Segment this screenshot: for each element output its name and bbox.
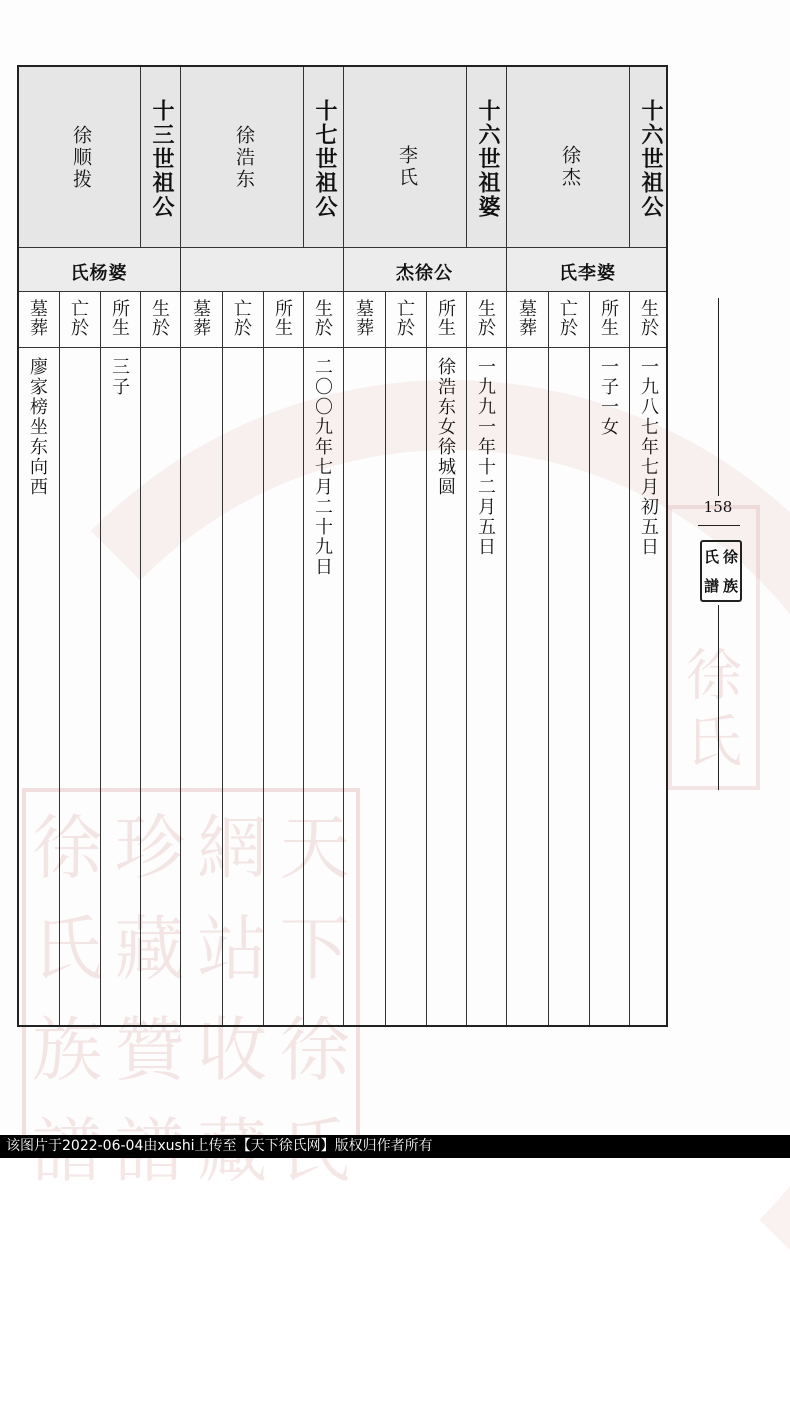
field-born-label: 生於 — [312, 299, 333, 337]
watermark-side-seal: 徐 氏 — [668, 505, 760, 790]
field-born-label: 生於 — [149, 299, 170, 337]
field-burial-label: 墓葬 — [516, 299, 537, 337]
watermark-seal: 徐 珍 網 天 氏 藏 站 下 族 贊 收 徐 — [22, 788, 360, 1141]
field-children-label: 所生 — [109, 299, 130, 337]
spouse-label: 氏李婆 — [559, 263, 616, 284]
born-value: 一九八七年七月初五日 — [638, 357, 659, 557]
field-children-label: 所生 — [435, 299, 456, 337]
field-burial-label: 墓葬 — [353, 299, 374, 337]
genealogy-table — [17, 65, 668, 1027]
field-children-label: 所生 — [598, 299, 619, 337]
field-died-label: 亡於 — [394, 299, 415, 337]
field-died-label: 亡於 — [231, 299, 252, 337]
children-value: 一子一女 — [598, 357, 619, 437]
born-value: 二〇〇九年七月二十九日 — [312, 357, 333, 577]
burial-value: 廖家榜坐东向西 — [27, 357, 48, 497]
person-name: 李氏 — [396, 145, 418, 189]
person-name: 徐杰 — [559, 145, 581, 189]
field-born-label: 生於 — [638, 299, 659, 337]
page-number: 158 — [703, 498, 733, 516]
generation-label: 十七世祖公 — [312, 99, 337, 219]
upload-notice-bar: 该图片于2022-06-04由xushi上传至【天下徐氏网】版权归作者所有 — [0, 1135, 790, 1158]
xu-clan-logo: 徐 氏 族 譜 — [700, 540, 742, 602]
children-value: 徐浩东女徐城圆 — [435, 357, 456, 497]
spouse-label: 氏杨婆 — [70, 263, 128, 284]
margin-rule-bottom — [718, 605, 719, 790]
generation-label: 十六世祖公 — [638, 99, 663, 219]
born-value: 一九九一年十二月五日 — [475, 357, 496, 557]
generation-label: 十六世祖婆 — [475, 99, 500, 219]
margin-rule-top — [718, 298, 719, 496]
field-children-label: 所生 — [272, 299, 293, 337]
field-died-label: 亡於 — [68, 299, 89, 337]
field-born-label: 生於 — [475, 299, 496, 337]
person-name: 徐顺拨 — [70, 125, 92, 191]
page-number-underline — [698, 525, 740, 526]
field-burial-label: 墓葬 — [27, 299, 48, 337]
field-died-label: 亡於 — [557, 299, 578, 337]
spouse-label: 杰徐公 — [396, 263, 453, 284]
person-name: 徐浩东 — [233, 125, 255, 191]
generation-label: 十三世祖公 — [149, 99, 174, 219]
field-burial-label: 墓葬 — [190, 299, 211, 337]
children-value: 三子 — [109, 357, 130, 397]
